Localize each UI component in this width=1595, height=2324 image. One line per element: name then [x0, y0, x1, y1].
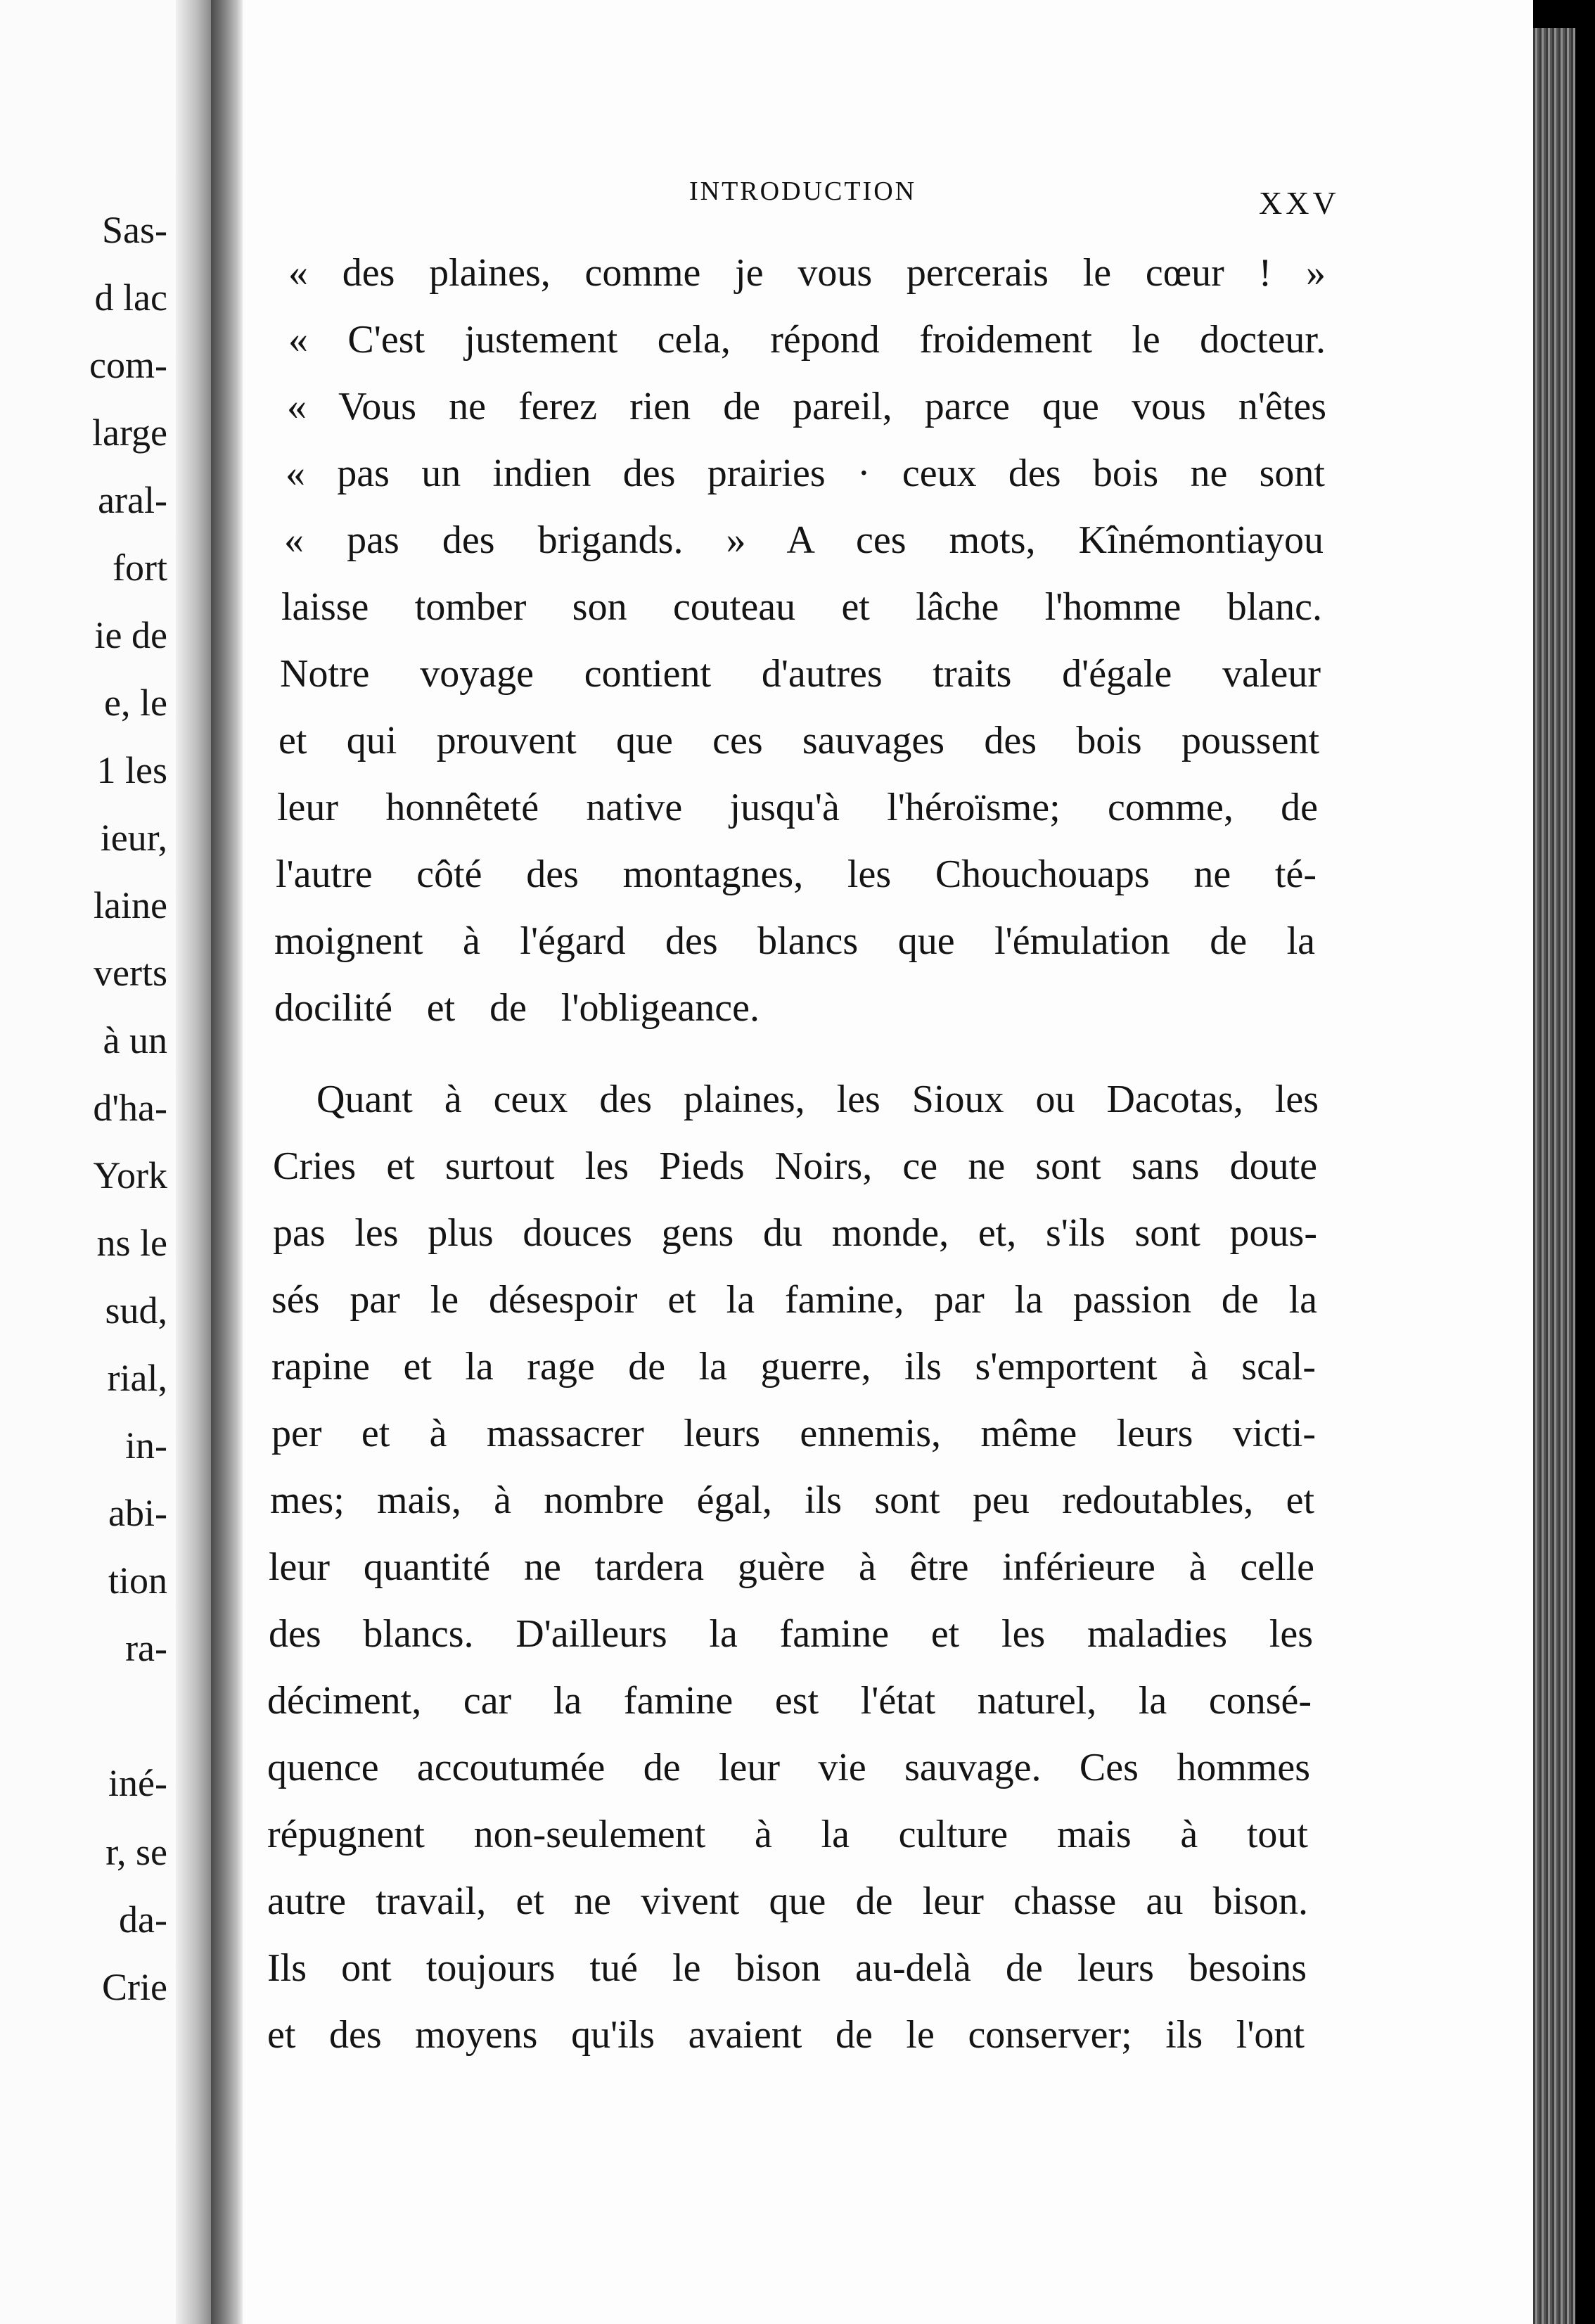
left-page-line: d lac: [94, 276, 167, 319]
left-page-line: sud,: [105, 1289, 167, 1332]
text-line: quence accoutumée de leur vie sauvage. Ces hommes: [267, 1746, 1310, 1789]
left-page-line: abi-: [108, 1492, 167, 1534]
text-line: « des plaines, comme je vous percerais le cœur ! »: [288, 251, 1326, 295]
text-line: des blancs. D'ailleurs la famine et les maladies les: [269, 1612, 1313, 1656]
page-number: XXV: [1259, 185, 1340, 221]
text-line: « Vous ne ferez rien de pareil, parce que vous n'êtes: [287, 385, 1326, 428]
left-page-line: à un: [103, 1019, 167, 1061]
left-page-line: iné-: [108, 1762, 167, 1804]
previous-page-fragment: [0, 0, 211, 2324]
text-line: et des moyens qu'ils avaient de le conserver; ils l'ont: [267, 2013, 1305, 2057]
text-line: Notre voyage contient d'autres traits d'égale valeur: [280, 652, 1321, 696]
left-page-line: tion: [108, 1559, 167, 1602]
page-edges: [1533, 28, 1575, 2324]
text-line: per et à massacrer leurs ennemis, même leurs victi-: [271, 1412, 1316, 1455]
left-page-line: da-: [119, 1898, 167, 1941]
left-page-line: ra-: [125, 1627, 167, 1669]
text-line: sés par le désespoir et la famine, par la passion de la: [271, 1278, 1317, 1322]
text-line: « C'est justement cela, répond froidement le docteur.: [288, 318, 1326, 362]
left-page-line: 1 les: [96, 749, 167, 791]
left-page-line: fort: [113, 547, 167, 589]
left-page-line: e, le: [104, 682, 167, 724]
text-line: répugnent non-seulement à la culture mais à tout: [267, 1813, 1308, 1856]
text-line: leur honnêteté native jusqu'à l'héroïsme; comme, de: [277, 786, 1318, 829]
left-page-line: large: [92, 411, 167, 454]
book-spine-shadow: [211, 0, 243, 2324]
left-page-line: laine: [94, 884, 167, 926]
left-page-line: aral-: [98, 479, 167, 521]
left-page-line: in-: [125, 1424, 167, 1467]
left-page-line: verts: [94, 952, 167, 994]
left-page-line: com-: [89, 344, 167, 386]
text-line: « pas un indien des prairies · ceux des bois ne sont: [286, 452, 1325, 495]
text-line: l'autre côté des montagnes, les Chouchouaps ne té-: [276, 853, 1317, 896]
running-head-title: INTRODUCTION: [689, 177, 917, 206]
text-line: Quant à ceux des plaines, les Sioux ou Dacotas, les: [316, 1078, 1319, 1121]
left-page-line: d'ha-: [93, 1087, 167, 1129]
left-page-line: ns le: [96, 1222, 167, 1264]
left-page-line: Sas-: [102, 209, 167, 251]
left-page-line: rial,: [107, 1357, 167, 1399]
text-line: et qui prouvent que ces sauvages des bois poussent: [278, 719, 1319, 762]
left-page-line: York: [93, 1154, 167, 1196]
text-line: Cries et surtout les Pieds Noirs, ce ne sont sans doute: [273, 1144, 1317, 1188]
text-line: pas les plus douces gens du monde, et, s'ils sont pous-: [273, 1211, 1317, 1255]
text-line: Ils ont toujours tué le bison au-delà de leurs besoins: [267, 1946, 1307, 1990]
text-line: rapine et la rage de la guerre, ils s'emportent à scal-: [271, 1345, 1316, 1388]
text-line: « pas des brigands. » A ces mots, Kînémontiayou: [284, 518, 1324, 562]
left-page-line: Crie: [102, 1966, 167, 2008]
text-line: mes; mais, à nombre égal, ils sont peu redoutables, et: [270, 1479, 1314, 1522]
text-line: leur quantité ne tardera guère à être inférieure à celle: [269, 1545, 1314, 1589]
left-page-line: ie de: [94, 614, 167, 656]
text-line: laisse tomber son couteau et lâche l'homme blanc.: [281, 585, 1322, 629]
left-page-line: r, se: [105, 1831, 167, 1873]
text-line: déciment, car la famine est l'état naturel, la consé-: [267, 1679, 1312, 1723]
left-page-line: ieur,: [100, 817, 167, 859]
text-line: moignent à l'égard des blancs que l'émulation de la: [274, 919, 1315, 963]
text-line: autre travail, et ne vivent que de leur chasse au bison.: [267, 1879, 1308, 1923]
left-page-gutter-shadow: [176, 0, 211, 2324]
text-line-last: docilité et de l'obligeance.: [274, 986, 760, 1030]
